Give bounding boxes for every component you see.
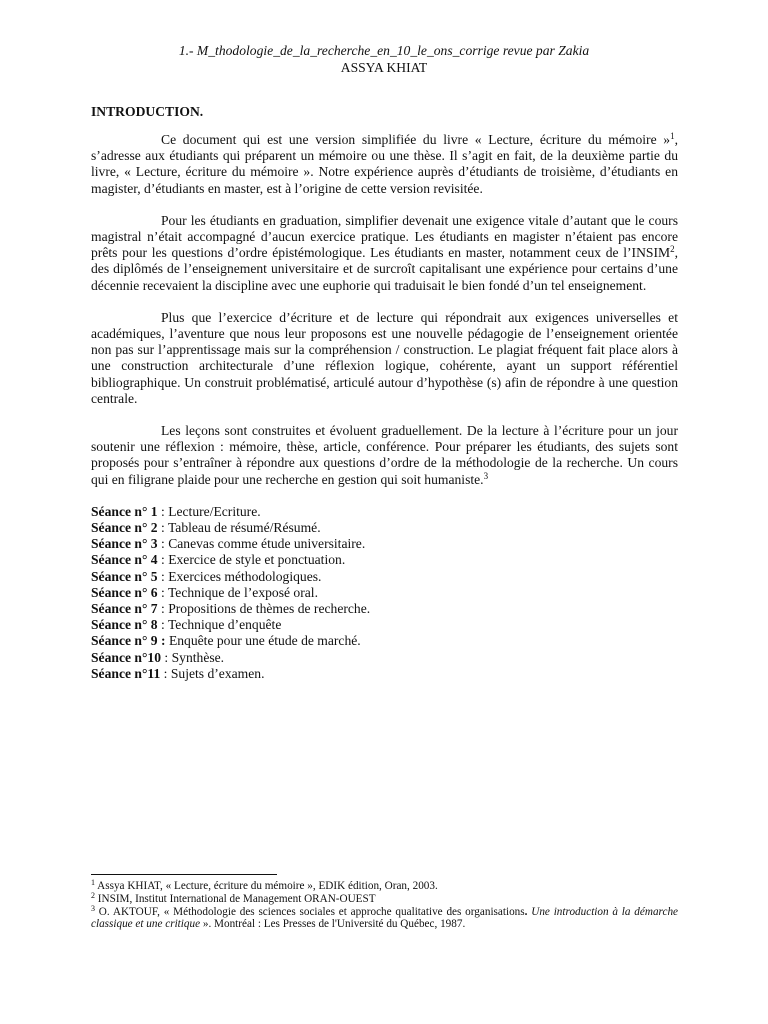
paragraph-4-text: Les leçons sont construites et évoluent graduellement. De la lecture à l’écriture pour un jour soutenir une réflexion : mémoire, thèse, article, conférence. Pour préparer les étudiants, des sujets sont proposés pour s’entraîner à répondre aux questions d’ordre de la méthodologie de la recherche. Un cours qui en filigrane plaide pour une recherche en gestion qui soit humaniste.: [91, 423, 678, 487]
footnote-divider: [91, 874, 277, 875]
paragraph-1-text-b: , s’adresse aux étudiants qui préparent un mémoire ou une thèse. Il s’agit en fait, de la deuxième partie du livre, « Lecture, écriture du mémoire ». Notre expérience auprès d’étudiants de troisième, d’étudiants en magister, d’étudiants en master, est à l’origine de cette version revisitée.: [91, 132, 678, 196]
body-text: [91, 132, 678, 682]
session-item: Séance n°10 : Synthèse.: [91, 649, 225, 665]
session-item: Séance n°11 : Sujets d’examen.: [91, 665, 265, 681]
session-item: Séance n° 3 : Canevas comme étude universitaire.: [91, 536, 366, 552]
header-title: 1.- M_thodologie_de_la_recherche_en_10_le_ons_corrige revue par Zakia: [178, 43, 590, 58]
session-item: Séance n° 6 : Technique de l’exposé oral.: [91, 584, 318, 600]
footnote-ref-1: 1: [670, 131, 675, 141]
footnotes: [91, 880, 678, 931]
section-heading: INTRODUCTION.: [91, 104, 204, 119]
paragraph-4: [91, 423, 678, 488]
footnote-1: $^1$ Assya KHIAT, « Lecture, écriture du mémoire », EDIK édition, Oran, 2003.: [91, 878, 438, 892]
session-item: Séance n° 5 : Exercices méthodologiques.: [91, 568, 322, 584]
footnote-3: $^3$ O. AKTOUF, « Méthodologie des sciences sociales et approche qualitative des organisations. Une introduction à la démarche classique et une critique ». Montréal : Les Presses de l'Université du Québec, 1987.: [91, 903, 679, 931]
session-item: Séance n° 9 : Enquête pour une étude de marché.: [91, 633, 361, 649]
paragraph-1-text-a: Ce document qui est une version simplifiée du livre « Lecture, écriture du mémoire »: [161, 132, 671, 147]
session-item: Séance n° 2 : Tableau de résumé/Résumé.: [91, 520, 321, 536]
session-item: Séance n° 1 : Lecture/Ecriture.: [91, 503, 261, 519]
session-item: Séance n° 8 : Technique d’enquête: [91, 617, 282, 633]
paragraph-2-text-a: Pour les étudiants en graduation, simplifier devenait une exigence vitale d’autant que le cours magistral n’était accompagné d’aucun exercice pratique. Les étudiants en magister n’étaient pas encore prêts pour les questions d’ordre épistémologique. Les étudiants en master, notamment ceux de l’INSIM: [91, 212, 678, 261]
page-header: [90, 42, 678, 76]
session-list: [91, 504, 678, 682]
paragraph-1: [91, 132, 678, 197]
footnote-ref-2: 2: [670, 244, 675, 255]
paragraph-2-text-b: , des diplômés de l’enseignement universitaire et de surcroît capitalisant une expérience pour certains d’une décennie recevaient la discipline avec une euphorie qui traduisait le bien fondé d’un tel enseignement.: [91, 245, 678, 293]
session-item: Séance n° 4 : Exercice de style et ponctuation.: [91, 552, 346, 568]
paragraph-2: [91, 213, 678, 294]
footnote-2: $^2$ INSIM, Institut International de Management ORAN-OUEST: [91, 890, 376, 905]
session-item: Séance n° 7 : Propositions de thèmes de recherche.: [91, 601, 371, 617]
paragraph-3: Plus que l’exercice d’écriture et de lecture qui répondrait aux exigences universelles et académiques, l’aventure que nous leur proposons est une nouvelle pédagogie de l’enseignement orientée non pas sur l’apprentissage mais sur la compréhension / construction. Le plagiat fréquent fait place alors à une construction architecturale d’une réflexion logique, cohérente, ayant un support référentiel bibliographique. Un construit problématisé, articulé autour d’hypothèse (s) afin de répondre à une question centrale.: [91, 309, 678, 406]
footnote-ref-3: 3: [483, 470, 489, 481]
header-author: ASSYA KHIAT: [340, 60, 428, 75]
